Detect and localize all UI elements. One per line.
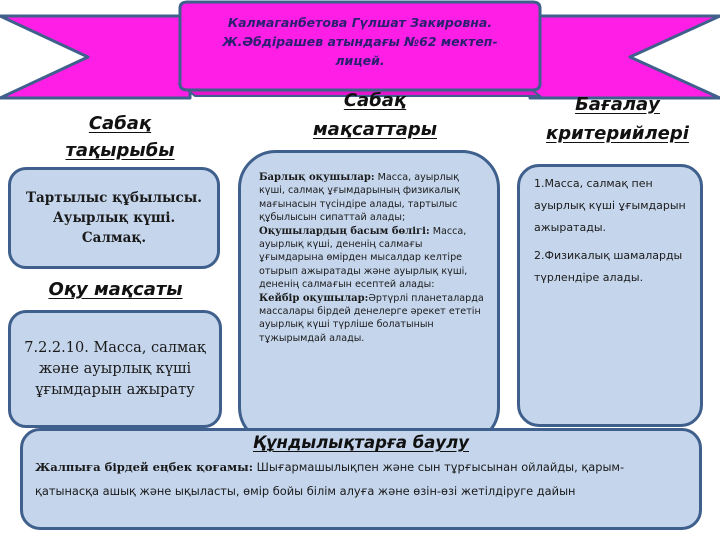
lesson-topic-heading-line1: Сабақ (88, 113, 152, 134)
values-text (35, 455, 687, 503)
lesson-goals-heading (270, 86, 480, 144)
topic-line: Ауырлық күші. (52, 210, 176, 226)
assessment-criteria-heading (515, 90, 720, 148)
banner-school-line-end: лицей. (335, 52, 385, 68)
topic-line: Тартылыс құбылысы. (25, 190, 203, 206)
lesson-topic-heading (20, 110, 220, 164)
goal-most-text: Масса, ауырлық күші, дененің салмағы ұғымдарына өмірден мысалдар келтіре отырып ажыратады және ауырлық күші, дененің салмағын есептей алады: (259, 225, 468, 291)
assessment-criteria-heading-line2: критерийлері (546, 123, 689, 144)
criteria-item: 1.Масса, салмақ пен ауырлық күші ұғымдарын ажыратады. (534, 177, 686, 234)
lesson-goals-heading-line2: мақсаттары (312, 119, 438, 140)
learning-objective-box (8, 310, 222, 428)
learning-objective-heading: Оқу мақсаты (48, 279, 183, 300)
values-body: Шығармашылықпен және сын тұрғысынан ойлайды, қарым-қатынасқа ашық және ықыласты, өмір бойы білім алуға және өзін-өзі жетілдіруге дайын (35, 460, 625, 498)
goal-all-label: Барлық оқушылар: (259, 172, 375, 183)
topic-line: Салмақ. (81, 230, 147, 246)
values-education-box (20, 428, 702, 530)
assessment-criteria-heading-line1: Бағалау (575, 94, 660, 115)
values-title: Құндылықтарға баулу (253, 433, 469, 452)
goal-all-text: Масса, ауырлық күші, салмақ ұғымдарының физикалық мағынасын түсіндіре алады, тартылыс құбылысын сипаттай алады; (259, 172, 460, 224)
goal-some-students (259, 292, 487, 346)
goal-most-students (259, 225, 487, 292)
banner-school-line: Ж.Әбдірашев атындағы №62 мектеп- (222, 33, 498, 49)
assessment-criteria-box (517, 164, 703, 427)
teacher-banner (180, 2, 540, 80)
values-label: Жалпыға бірдей еңбек қоғамы: (35, 460, 254, 474)
learning-objective-text: 7.2.2.10. Масса, салмақ және ауырлық күші ұғымдарын ажырату (24, 339, 206, 398)
banner-teacher-name: Калмаганбетова Гүлшат Закировна. (227, 14, 493, 30)
goal-all-students (259, 171, 487, 225)
lesson-topic-heading-line2: тақырыбы (65, 140, 175, 161)
lesson-topic-box (8, 167, 220, 269)
lesson-goals-heading-line1: Сабақ (343, 90, 407, 111)
lesson-goals-box (238, 150, 500, 445)
goal-most-label: Оқушылардың басым бөлігі: (259, 225, 430, 237)
goal-some-text: Әртүрлі планеталарда массалары бірдей денелерге әрекет ететін ауырлық күші түрліше болатынын тұжырымдай алады. (259, 292, 484, 344)
goal-some-label: Кейбір оқушылар: (259, 292, 369, 304)
criteria-item: 2.Физикалық шамаларды түрлендіре алады. (534, 249, 683, 284)
banner-text (222, 13, 497, 70)
